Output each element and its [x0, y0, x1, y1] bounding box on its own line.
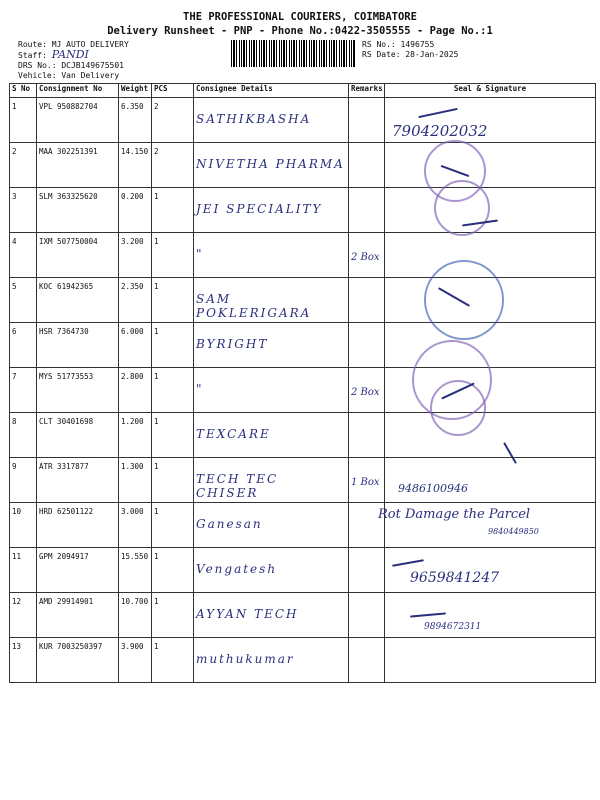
- row-consignee-text: ": [196, 382, 204, 396]
- table-row: [10, 458, 596, 503]
- meta-left: [18, 40, 129, 81]
- col-consignee: Consignee Details: [194, 84, 349, 98]
- row-remarks: [349, 368, 385, 413]
- row-consignee-text: NIVETHA PHARMA: [196, 157, 345, 171]
- row-consignee: [194, 458, 349, 503]
- row-seal-signature: [385, 458, 596, 503]
- col-seal-signature: Seal & Signature: [385, 84, 596, 98]
- row-sno: 9: [10, 458, 37, 503]
- row1-phone: 7904202032: [392, 122, 488, 140]
- table-row: [10, 278, 596, 323]
- row-consignee-text: Ganesan: [196, 517, 263, 531]
- row-sno: 8: [10, 413, 37, 458]
- drs-value: DCJB149675501: [61, 61, 124, 70]
- meta-right: [362, 40, 458, 60]
- table-row: [10, 638, 596, 683]
- row-consignment-no: KOC 61942365: [37, 278, 119, 323]
- row-remarks: [349, 548, 385, 593]
- row-pcs: 1: [152, 548, 194, 593]
- row-consignment-no: HSR 7364730: [37, 323, 119, 368]
- row-sno: 11: [10, 548, 37, 593]
- route-label: Route:: [18, 40, 47, 49]
- row-weight: 10.700: [119, 593, 152, 638]
- row-consignee: [194, 638, 349, 683]
- route-value: MJ AUTO DELIVERY: [51, 40, 129, 49]
- staff-label: Staff:: [18, 51, 47, 60]
- company-title: THE PROFESSIONAL COURIERS, COIMBATORE: [183, 11, 417, 23]
- row-sno: 13: [10, 638, 37, 683]
- row-consignee: [194, 323, 349, 368]
- row-weight: 2.350: [119, 278, 152, 323]
- row-pcs: 1: [152, 638, 194, 683]
- row-remarks: [349, 188, 385, 233]
- row11-phone: 9840449850: [488, 527, 539, 536]
- row-sno: 1: [10, 98, 37, 143]
- row-remarks-text: 2 Box: [351, 387, 380, 398]
- table-row: [10, 593, 596, 638]
- row-consignee-text: muthukumar: [196, 652, 295, 666]
- row-consignee-text: SATHIKBASHA: [196, 112, 312, 126]
- row-seal-signature: [385, 143, 596, 188]
- row-consignee: [194, 188, 349, 233]
- row-consignee-text: BYRIGHT: [196, 337, 269, 351]
- row-remarks: [349, 233, 385, 278]
- row-sno: 5: [10, 278, 37, 323]
- row-pcs: 1: [152, 233, 194, 278]
- row-consignee: [194, 413, 349, 458]
- table-row: [10, 548, 596, 593]
- row-remarks-text: 2 Box: [351, 252, 380, 263]
- row-pcs: 1: [152, 368, 194, 413]
- row-consignee: [194, 548, 349, 593]
- row-consignee-text: ": [196, 247, 204, 261]
- row-sno: 3: [10, 188, 37, 233]
- row-remarks: [349, 143, 385, 188]
- runsheet-title: Delivery Runsheet - PNP - Phone No.:0422-3505555 - Page No.:1: [107, 25, 493, 37]
- row-remarks: [349, 593, 385, 638]
- row-remarks-text: 1 Box: [351, 477, 380, 488]
- row12-phone: 9659841247: [410, 570, 500, 586]
- row-remarks: [349, 638, 385, 683]
- row-weight: 6.350: [119, 98, 152, 143]
- row-pcs: 2: [152, 143, 194, 188]
- barcode: [231, 40, 355, 67]
- table-row: [10, 233, 596, 278]
- company-seal-stamp: [430, 380, 486, 436]
- row-pcs: 1: [152, 278, 194, 323]
- row-consignment-no: CLT 30401698: [37, 413, 119, 458]
- row-weight: 15.550: [119, 548, 152, 593]
- row-consignment-no: KUR 7003250397: [37, 638, 119, 683]
- table-row: [10, 188, 596, 233]
- row-consignee: [194, 233, 349, 278]
- row-consignee: [194, 278, 349, 323]
- row-seal-signature: [385, 188, 596, 233]
- table-row: [10, 368, 596, 413]
- row-consignee-text: TECH TEC CHISER: [196, 472, 279, 500]
- row-pcs: 1: [152, 458, 194, 503]
- row-weight: 2.800: [119, 368, 152, 413]
- row-consignee-text: AYYAN TECH: [196, 607, 299, 621]
- row11-note: Rot Damage the Parcel: [378, 507, 531, 522]
- row-consignee-text: TEXCARE: [196, 427, 271, 441]
- row-weight: 3.000: [119, 503, 152, 548]
- col-remarks: Remarks: [349, 84, 385, 98]
- row-consignee: [194, 98, 349, 143]
- row-consignee-text: JEI SPECIALITY: [196, 202, 323, 216]
- vehicle-label: Vehicle:: [18, 71, 57, 80]
- row-consignment-no: IXM 507750004: [37, 233, 119, 278]
- row-consignee-text: Vengatesh: [196, 562, 278, 576]
- row-consignment-no: HRD 62501122: [37, 503, 119, 548]
- row-consignment-no: SLM 363325620: [37, 188, 119, 233]
- vehicle-value: Van Delivery: [61, 71, 120, 80]
- row-remarks: [349, 458, 385, 503]
- row-pcs: 1: [152, 323, 194, 368]
- row-sno: 12: [10, 593, 37, 638]
- row-consignment-no: MAA 302251391: [37, 143, 119, 188]
- table-row: [10, 98, 596, 143]
- row-weight: 1.300: [119, 458, 152, 503]
- row-consignment-no: ATR 3317877: [37, 458, 119, 503]
- row-consignment-no: GPM 2094917: [37, 548, 119, 593]
- col-sno: S No: [10, 84, 37, 98]
- table-row: [10, 323, 596, 368]
- rs-date-label: RS Date:: [362, 50, 401, 59]
- row-remarks: [349, 278, 385, 323]
- row-consignee: [194, 143, 349, 188]
- row-remarks: [349, 323, 385, 368]
- table-row: [10, 143, 596, 188]
- col-consignment: Consignment No: [37, 84, 119, 98]
- row-weight: 3.200: [119, 233, 152, 278]
- col-pcs: PCS: [152, 84, 194, 98]
- row-pcs: 2: [152, 98, 194, 143]
- row-seal-signature: [385, 638, 596, 683]
- row-remarks: [349, 413, 385, 458]
- row-pcs: 1: [152, 503, 194, 548]
- row-sno: 6: [10, 323, 37, 368]
- col-weight: Weight: [119, 84, 152, 98]
- row-consignee: [194, 368, 349, 413]
- row-pcs: 1: [152, 413, 194, 458]
- staff-value: PANDI: [51, 48, 89, 61]
- runsheet-table: [9, 83, 596, 683]
- row-sno: 4: [10, 233, 37, 278]
- row-pcs: 1: [152, 188, 194, 233]
- row-consignee-text: SAM POKLERIGARA: [196, 292, 312, 320]
- row13-phone: 9894672311: [424, 622, 482, 632]
- row-weight: 0.200: [119, 188, 152, 233]
- row-consignee: [194, 593, 349, 638]
- rs-date-value: 28-Jan-2025: [405, 50, 459, 59]
- company-seal-stamp: [434, 180, 490, 236]
- row-sno: 2: [10, 143, 37, 188]
- row-consignment-no: VPL 950882704: [37, 98, 119, 143]
- rs-no-label: RS No.:: [362, 40, 396, 49]
- table-header-row: [10, 84, 596, 98]
- row-sno: 10: [10, 503, 37, 548]
- row-weight: 1.200: [119, 413, 152, 458]
- row-consignee: [194, 503, 349, 548]
- rs-no-value: 1496755: [400, 40, 435, 49]
- row-seal-signature: [385, 413, 596, 458]
- row-consignment-no: AMD 29914901: [37, 593, 119, 638]
- row-weight: 3.900: [119, 638, 152, 683]
- row-remarks: [349, 98, 385, 143]
- drs-label: DRS No.:: [18, 61, 57, 70]
- row-weight: 14.150: [119, 143, 152, 188]
- row-consignment-no: MYS 51773553: [37, 368, 119, 413]
- row10-phone: 9486100946: [398, 482, 468, 495]
- row-pcs: 1: [152, 593, 194, 638]
- row-weight: 6.000: [119, 323, 152, 368]
- company-seal-stamp: [424, 260, 504, 340]
- row-sno: 7: [10, 368, 37, 413]
